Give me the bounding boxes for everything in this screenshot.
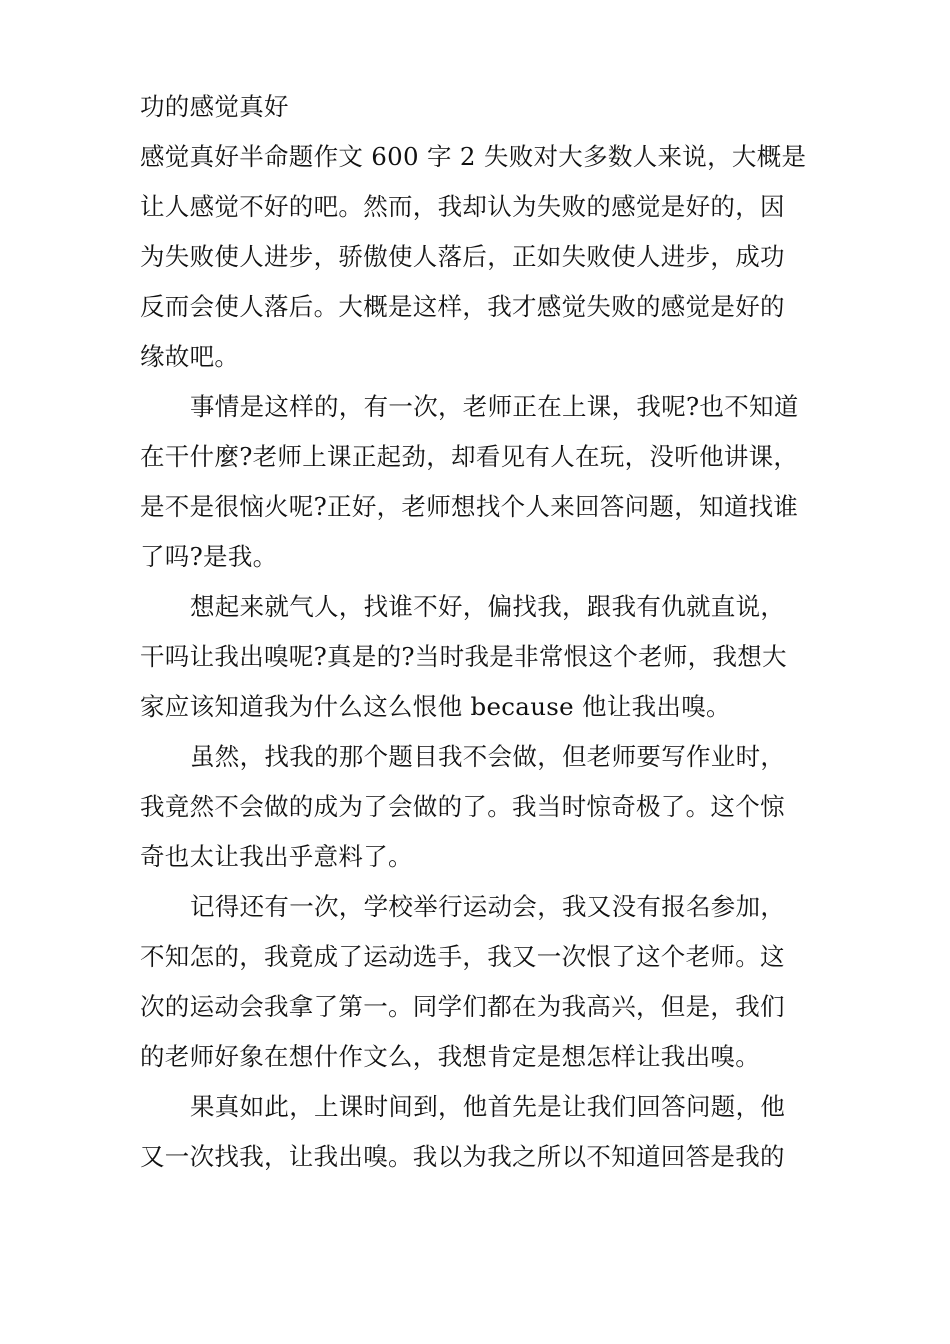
text-line: 次的运动会我拿了第一。同学们都在为我高兴，但是，我们 [140,992,785,1021]
text-line: 是不是很恼火呢?正好，老师想找个人来回答问题，知道找谁 [140,492,799,521]
text-line: 想起来就气人，找谁不好，偏找我，跟我有仇就直说， [190,592,786,621]
text-line: 了吗?是我。 [140,542,278,571]
text-line: 我竟然不会做的成为了会做的了。我当时惊奇极了。这个惊 [140,792,785,821]
text-line: 感觉真好半命题作文 600 字 2 失败对大多数人来说，大概是 [140,142,807,171]
text-line: 记得还有一次，学校举行运动会，我又没有报名参加， [190,892,786,921]
text-line: 缘故吧。 [140,342,240,371]
text-line: 的老师好象在想什作文么，我想肯定是想怎样让我出嗅。 [140,1042,760,1071]
text-line: 功的感觉真好 [140,92,289,121]
text-line: 为失败使人进步，骄傲使人落后，正如失败使人进步，成功 [140,242,785,271]
text-line: 让人感觉不好的吧。然而，我却认为失败的感觉是好的，因 [140,192,785,221]
text-line: 果真如此，上课时间到，他首先是让我们回答问题，他 [190,1092,786,1121]
text-line: 家应该知道我为什么这么恨他 because 他让我出嗅。 [140,692,731,721]
text-line: 不知怎的，我竟成了运动选手，我又一次恨了这个老师。这 [140,942,785,971]
text-line: 干吗让我出嗅呢?真是的?当时我是非常恨这个老师，我想大 [140,642,787,671]
text-line: 奇也太让我出乎意料了。 [140,842,413,871]
text-line: 在干什麼?老师上课正起劲，却看见有人在玩，没听他讲课， [140,442,799,471]
text-line: 事情是这样的，有一次，老师正在上课，我呢?也不知道 [190,392,799,421]
text-line: 虽然，找我的那个题目我不会做，但老师要写作业时， [190,742,786,771]
text-line: 反而会使人落后。大概是这样，我才感觉失败的感觉是好的 [140,292,785,321]
text-line: 又一次找我，让我出嗅。我以为我之所以不知道回答是我的 [140,1142,785,1171]
essay-text [140,82,820,1182]
